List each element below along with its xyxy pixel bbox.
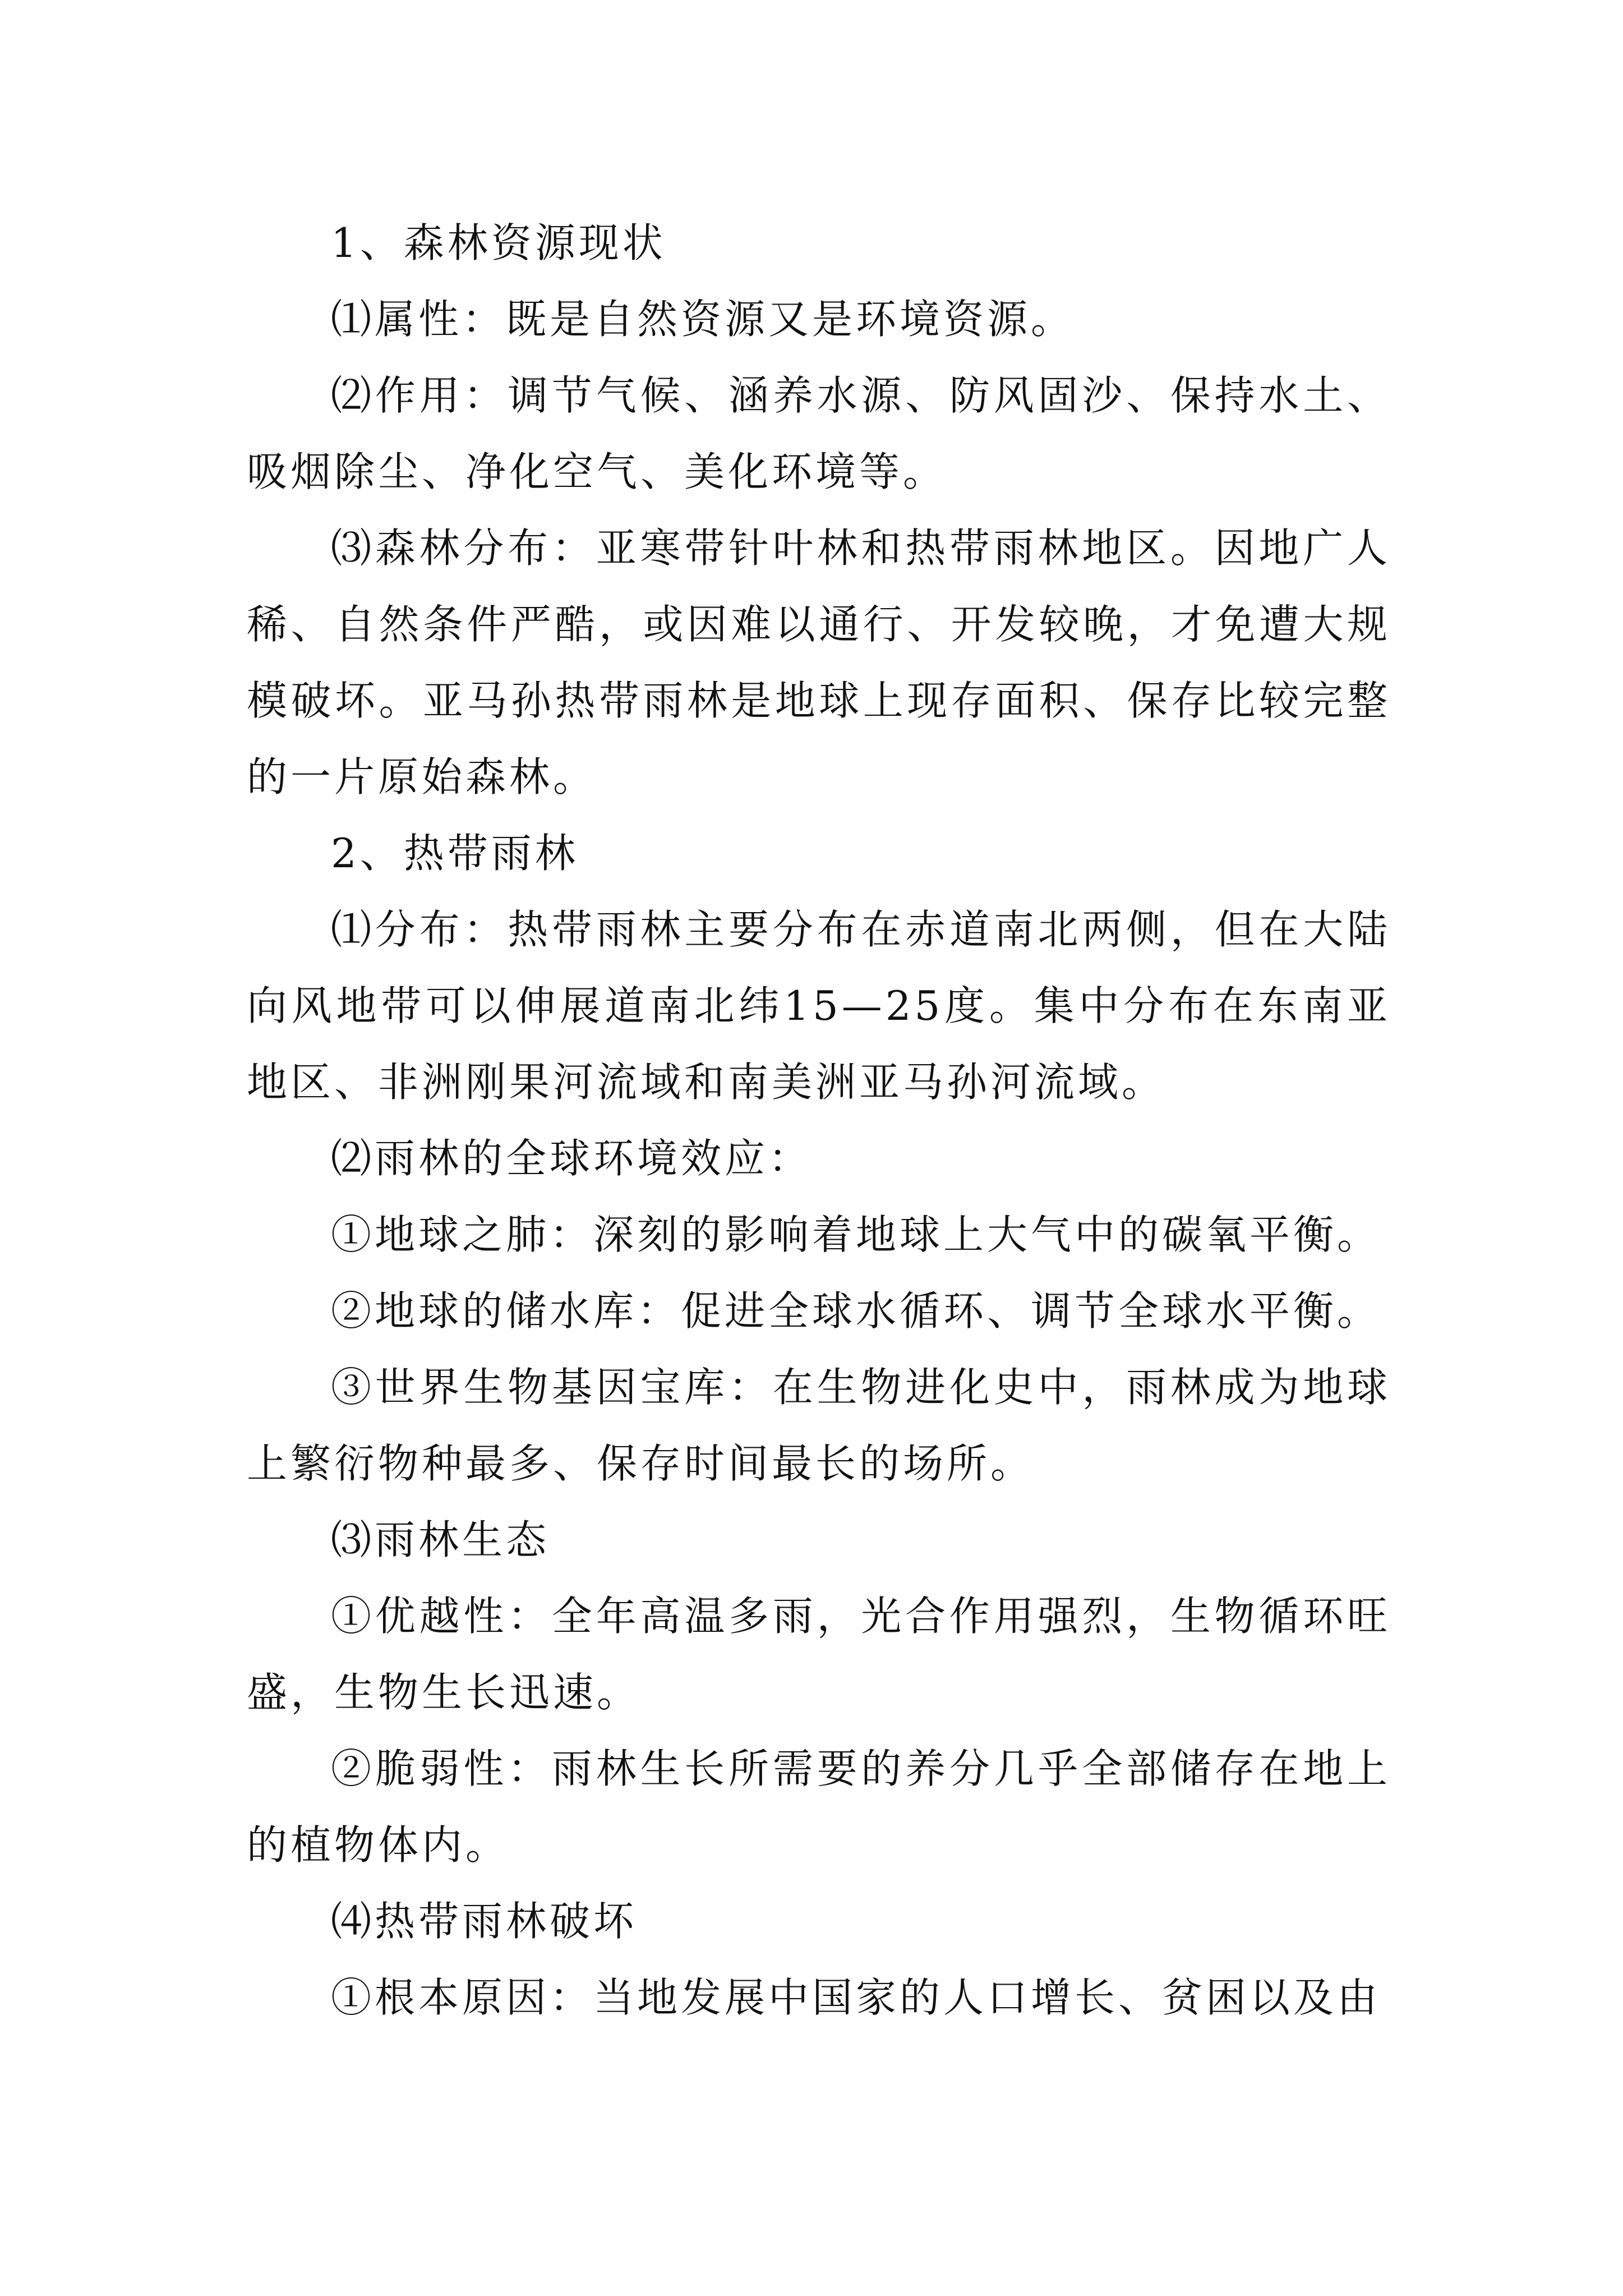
paragraph-global-effects: ⑵雨林的全球环境效应： bbox=[331, 1135, 813, 1182]
paragraph-forest-distribution: ⑶森林分布：亚寒带针叶林和热带雨林地区。因地广人稀、自然条件严酷，或因难以通行、开发较晚，才免遭大规模破坏。亚马孙热带雨林是地球上现存面积、保存比较完整的一片原始森林。 bbox=[247, 524, 1391, 800]
paragraph-attribute: ⑴属性：既是自然资源又是环境资源。 bbox=[331, 296, 1075, 343]
paragraph-superiority: ①优越性：全年高温多雨，光合作用强烈，生物循环旺盛，生物生长迅速。 bbox=[247, 1593, 1391, 1716]
paragraph-root-cause: ①根本原因：当地发展中国家的人口增长、贫困以及由 bbox=[331, 1974, 1381, 2021]
paragraph-function: ⑵作用：调节气候、涵养水源、防风固沙、保持水土、吸烟除尘、净化空气、美化环境等。 bbox=[247, 372, 1391, 495]
heading-tropical-rainforest: 2、热带雨林 bbox=[331, 830, 579, 877]
paragraph-gene-bank: ③世界生物基因宝库：在生物进化史中，雨林成为地球上繁衍物种最多、保存时间最长的场所。 bbox=[247, 1364, 1391, 1487]
paragraph-earth-lungs: ①地球之肺：深刻的影响着地球上大气中的碳氧平衡。 bbox=[331, 1211, 1381, 1258]
paragraph-water-reservoir: ②地球的储水库：促进全球水循环、调节全球水平衡。 bbox=[331, 1287, 1381, 1335]
document-body bbox=[247, 205, 1391, 2036]
paragraph-rainforest-destruction: ⑷热带雨林破坏 bbox=[331, 1898, 638, 1945]
heading-forest-resources: 1、森林资源现状 bbox=[331, 219, 666, 266]
paragraph-fragility: ②脆弱性：雨林生长所需要的养分几乎全部储存在地上的植物体内。 bbox=[247, 1745, 1391, 1869]
paragraph-rainforest-distribution: ⑴分布：热带雨林主要分布在赤道南北两侧，但在大陆向风地带可以伸展道南北纬15—25度。集中分布在东南亚地区、非洲刚果河流域和南美洲亚马孙河流域。 bbox=[247, 906, 1391, 1106]
paragraph-rainforest-ecology: ⑶雨林生态 bbox=[331, 1516, 550, 1563]
